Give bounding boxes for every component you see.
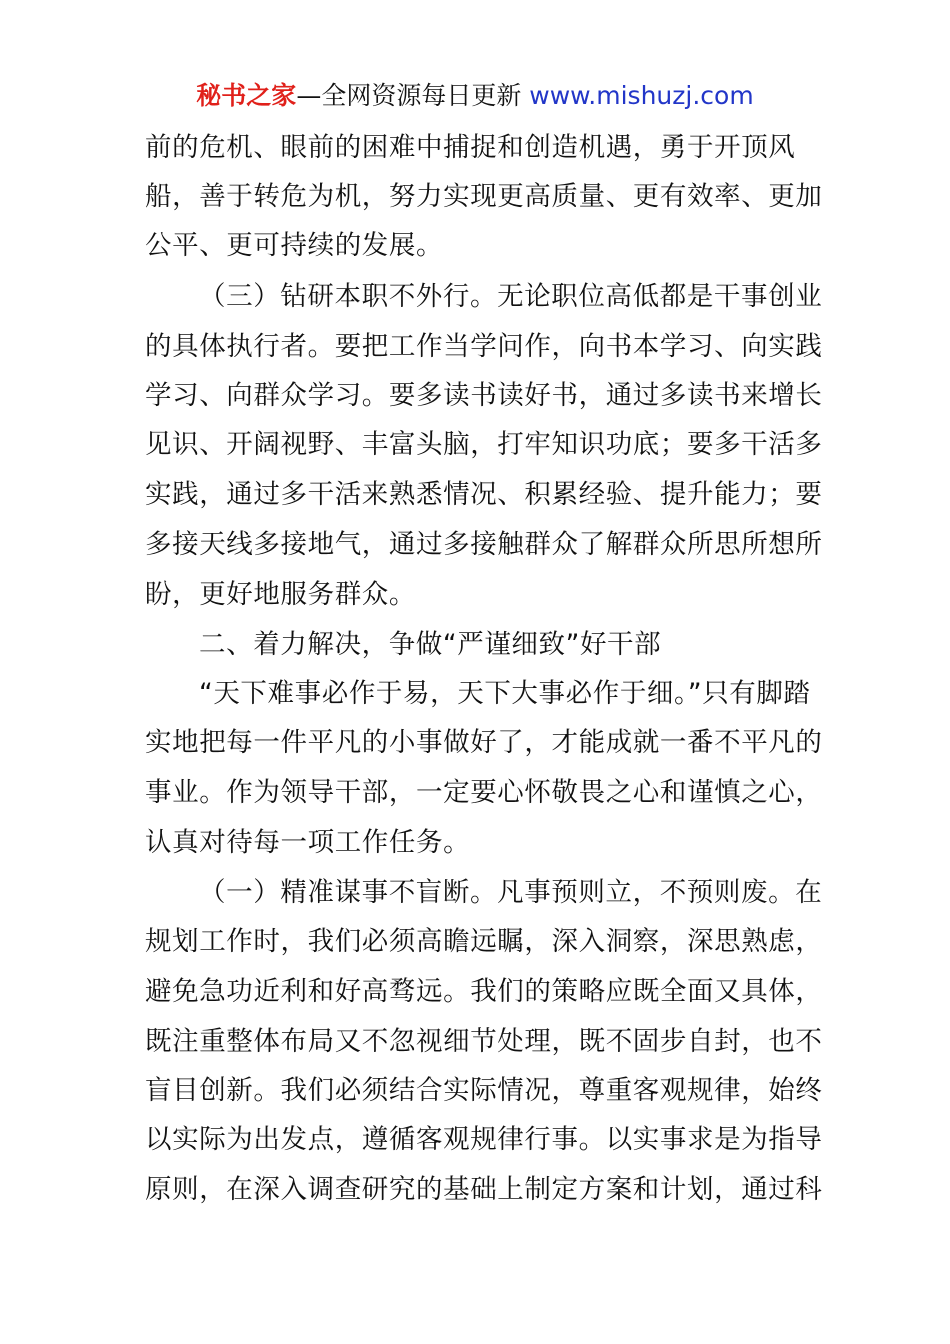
text-line: 学习、向群众学习。要多读书读好书，通过多读书来增长 <box>145 380 823 411</box>
watermark-header <box>0 80 950 112</box>
text-line: 的具体执行者。要把工作当学问作，向书本学习、向实践 <box>145 331 823 362</box>
text-line: 原则，在深入调查研究的基础上制定方案和计划，通过科 <box>145 1174 823 1205</box>
text-line: 多接天线多接地气，通过多接触群众了解群众所思所想所 <box>145 529 823 560</box>
section-heading: 二、着力解决，争做“严谨细致”好干部 <box>199 629 662 660</box>
text-line: 船，善于转危为机，努力实现更高质量、更有效率、更加 <box>145 181 823 212</box>
text-line: 盲目创新。我们必须结合实际情况，尊重客观规律，始终 <box>145 1075 823 1106</box>
text-line: 见识、开阔视野、丰富头脑，打牢知识功底；要多干活多 <box>145 429 823 460</box>
text-line: （三）钻研本职不外行。无论职位高低都是干事创业 <box>199 281 823 312</box>
text-line: 既注重整体布局又不忽视细节处理，既不固步自封，也不 <box>145 1026 823 1057</box>
text-line: 公平、更可持续的发展。 <box>145 230 444 261</box>
text-line: （一）精准谋事不盲断。凡事预则立，不预则废。在 <box>199 877 823 908</box>
text-line: 以实际为出发点，遵循客观规律行事。以实事求是为指导 <box>145 1124 823 1155</box>
text-line: 前的危机、眼前的困难中捕捉和创造机遇，勇于开顶风 <box>145 132 796 163</box>
watermark-tagline: —全网资源每日更新 <box>296 81 530 110</box>
watermark-brand: 秘书之家 <box>196 81 297 110</box>
text-line: 实地把每一件平凡的小事做好了，才能成就一番不平凡的 <box>145 727 823 758</box>
text-line: “天下难事必作于易，天下大事必作于细。”只有脚踏 <box>199 678 811 709</box>
text-line: 实践，通过多干活来熟悉情况、积累经验、提升能力；要 <box>145 479 823 510</box>
text-line: 盼，更好地服务群众。 <box>145 579 416 610</box>
text-line: 避免急功近利和好高骛远。我们的策略应既全面又具体， <box>145 976 823 1007</box>
watermark-url: www.mishuzj.com <box>529 81 754 110</box>
text-line: 事业。作为领导干部，一定要心怀敬畏之心和谨慎之心， <box>145 777 823 808</box>
text-line: 规划工作时，我们必须高瞻远瞩，深入洞察，深思熟虑， <box>145 926 823 957</box>
text-line: 认真对待每一项工作任务。 <box>145 827 471 858</box>
